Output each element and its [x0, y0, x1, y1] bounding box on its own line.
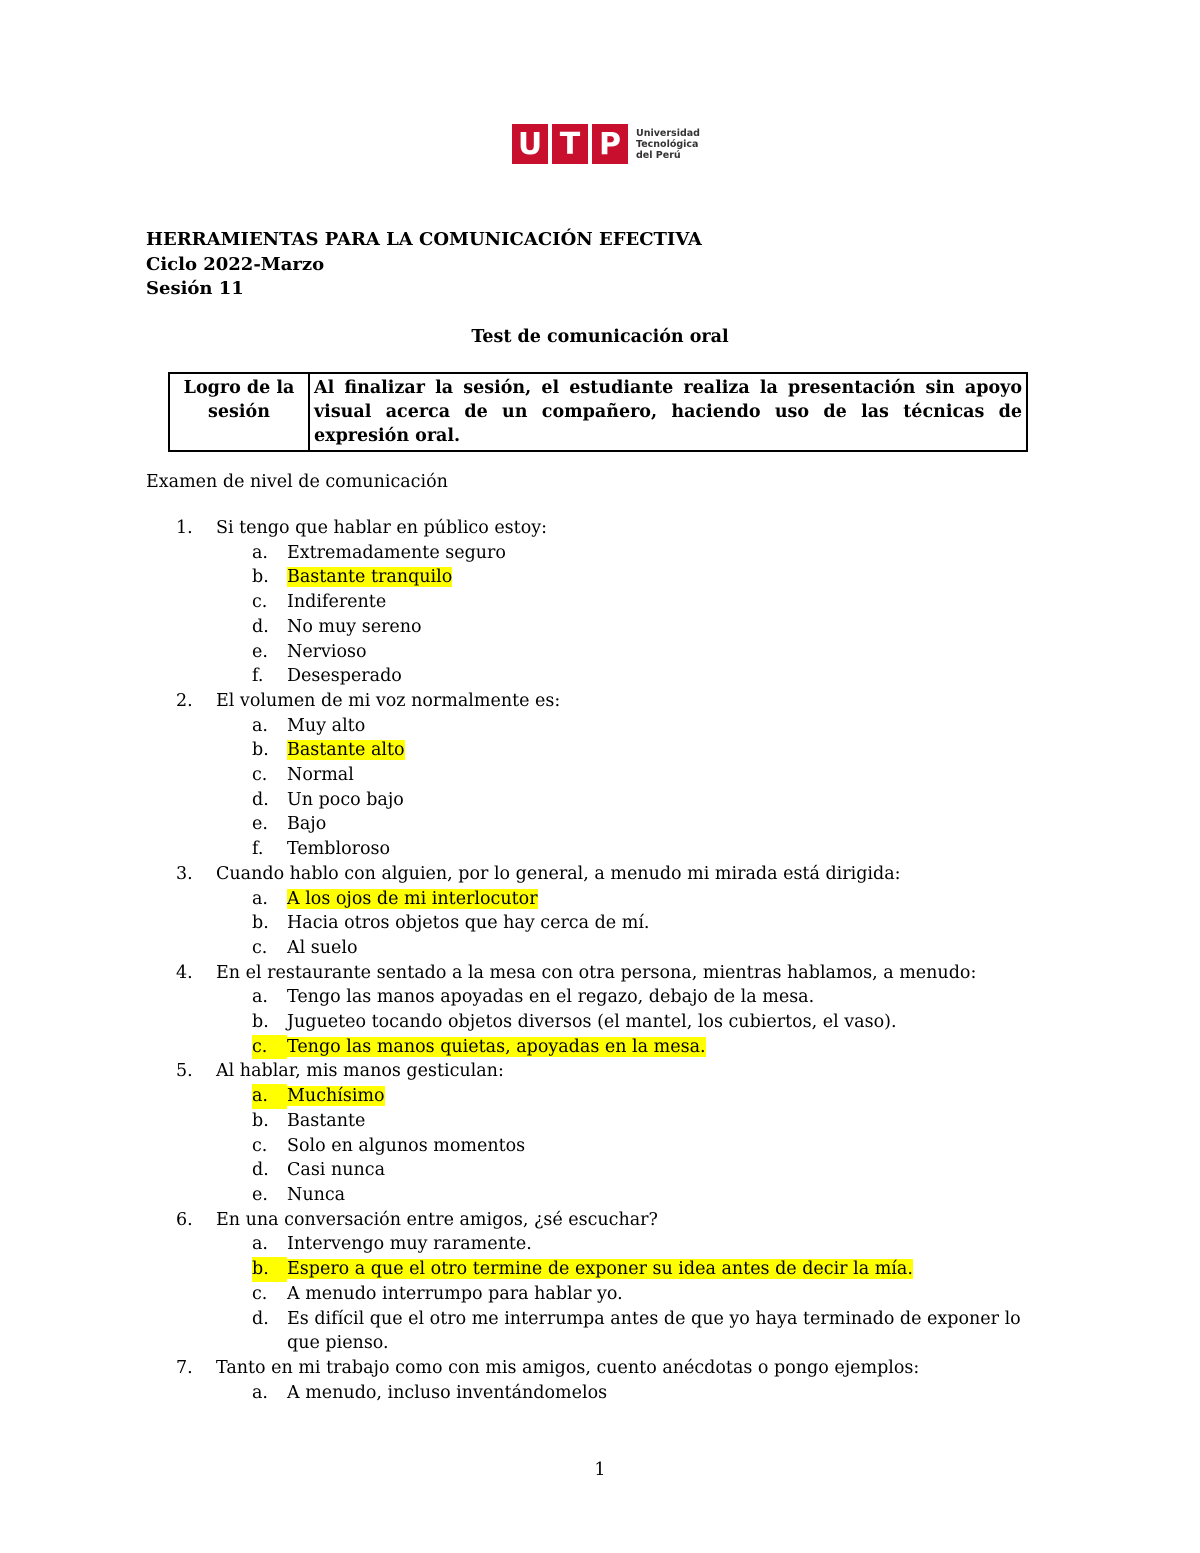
- option-4a: [176, 985, 1036, 1010]
- option-letter: a.: [252, 542, 268, 563]
- question-number: 4.: [176, 962, 193, 983]
- option-text: Tembloroso: [287, 839, 391, 860]
- option-6d: [176, 1307, 1036, 1356]
- highlighted-answer: Muchísimo: [287, 1086, 385, 1107]
- option-text: Normal: [287, 765, 354, 786]
- document-heading: [146, 228, 702, 302]
- option-1f: [176, 664, 1036, 689]
- option-letter: b.: [252, 1257, 287, 1282]
- option-text: Nervioso: [287, 641, 367, 662]
- logo-text: [636, 128, 700, 161]
- highlighted-answer: Tengo las manos quietas, apoyadas en la mesa.: [287, 1036, 706, 1057]
- option-letter: c.: [252, 1035, 287, 1060]
- course-title: HERRAMIENTAS PARA LA COMUNICACIÓN EFECTIVA: [146, 229, 702, 250]
- option-text: Hacia otros objetos que hay cerca de mí.: [287, 913, 650, 934]
- option-letter: d.: [252, 1160, 269, 1181]
- utp-logo: [512, 124, 700, 164]
- question-list: [176, 516, 1036, 1405]
- achievement-table: [168, 372, 1028, 452]
- question-5: [176, 1059, 1036, 1084]
- logo-letter-t: T: [552, 124, 588, 164]
- question-number: 3.: [176, 863, 193, 884]
- option-text: Jugueteo tocando objetos diversos (el mantel, los cubiertos, el vaso).: [287, 1012, 897, 1033]
- question-2: [176, 689, 1036, 714]
- option-2a: [176, 714, 1036, 739]
- option-2e: [176, 812, 1036, 837]
- highlighted-answer: Espero a que el otro termine de exponer su idea antes de decir la mía.: [287, 1259, 913, 1280]
- option-1d: [176, 615, 1036, 640]
- option-text: Un poco bajo: [287, 789, 404, 810]
- question-text: En una conversación entre amigos, ¿sé escuchar?: [216, 1209, 658, 1230]
- option-letter: f.: [252, 839, 264, 860]
- option-text: Al suelo: [287, 937, 358, 958]
- achievement-text: Al finalizar la sesión, el estudiante realiza la presentación sin apoyo visual acerca de un compañero, haciendo uso de las técnicas de expresión oral.: [309, 373, 1027, 451]
- option-4b: [176, 1010, 1036, 1035]
- option-text: A menudo, incluso inventándomelos: [287, 1382, 608, 1403]
- question-text: Si tengo que hablar en público estoy:: [216, 518, 548, 538]
- question-3: [176, 862, 1036, 887]
- option-letter: f.: [252, 666, 264, 687]
- logo-line-2: Tecnológica: [636, 138, 699, 150]
- cycle-label: Ciclo 2022-Marzo: [146, 253, 325, 275]
- highlighted-answer: A los ojos de mi interlocutor: [287, 888, 538, 909]
- achievement-label: Logro de la sesión: [169, 373, 309, 451]
- option-3c: [176, 936, 1036, 961]
- question-number: 7.: [176, 1357, 193, 1378]
- option-text: No muy sereno: [287, 616, 422, 637]
- option-text: Tengo las manos apoyadas en el regazo, debajo de la mesa.: [287, 987, 815, 1008]
- option-5d: [176, 1158, 1036, 1183]
- question-7: [176, 1356, 1036, 1381]
- question-text: Tanto en mi trabajo como con mis amigos, cuento anécdotas o pongo ejemplos:: [216, 1357, 920, 1378]
- option-text: Nunca: [287, 1184, 346, 1205]
- option-1b: [176, 565, 1036, 590]
- option-4c: [176, 1035, 1036, 1060]
- option-letter: a.: [252, 888, 268, 909]
- option-text: Bajo: [287, 814, 327, 835]
- question-text: En el restaurante sentado a la mesa con otra persona, mientras hablamos, a menudo:: [216, 962, 977, 983]
- option-7a: [176, 1381, 1036, 1406]
- option-text: Es difícil que el otro me interrumpa antes de que yo haya terminado de exponer lo que pienso.: [287, 1308, 1021, 1354]
- option-letter: a.: [252, 715, 268, 736]
- option-letter: c.: [252, 937, 268, 958]
- logo-letter-u: U: [512, 124, 548, 164]
- option-text: A menudo interrumpo para hablar yo.: [287, 1283, 623, 1304]
- option-6b: [176, 1257, 1036, 1282]
- option-letter: b.: [252, 1012, 269, 1033]
- page-number: 1: [594, 1460, 606, 1480]
- option-5a: [176, 1084, 1036, 1109]
- option-2f: [176, 837, 1036, 862]
- option-letter: b.: [252, 740, 269, 761]
- option-text: Intervengo muy raramente.: [287, 1234, 532, 1255]
- option-text: Muy alto: [287, 715, 366, 736]
- question-number: 5.: [176, 1061, 193, 1082]
- option-letter: b.: [252, 567, 269, 588]
- option-letter: d.: [252, 1308, 269, 1329]
- option-letter: d.: [252, 789, 269, 810]
- option-letter: c.: [252, 1283, 268, 1304]
- option-letter: e.: [252, 1184, 268, 1205]
- question-4: [176, 961, 1036, 986]
- option-text: Bastante: [287, 1110, 366, 1131]
- option-letter: e.: [252, 814, 268, 835]
- highlighted-answer: Bastante tranquilo: [287, 567, 453, 588]
- option-letter: c.: [252, 1135, 268, 1156]
- question-text: Al hablar, mis manos gesticulan:: [216, 1061, 504, 1082]
- option-text: Casi nunca: [287, 1160, 386, 1181]
- option-3b: [176, 911, 1036, 936]
- option-letter: c.: [252, 592, 268, 613]
- session-label: Sesión 11: [146, 278, 244, 299]
- option-1a: [176, 541, 1036, 566]
- question-text: El volumen de mi voz normalmente es:: [216, 690, 561, 711]
- option-3a: [176, 887, 1036, 912]
- option-1c: [176, 590, 1036, 615]
- option-2d: [176, 788, 1036, 813]
- option-text: Extremadamente seguro: [287, 542, 506, 563]
- question-number: 2.: [176, 690, 193, 711]
- option-letter: e.: [252, 641, 268, 662]
- option-letter: b.: [252, 913, 269, 934]
- question-6: [176, 1208, 1036, 1233]
- question-1: [176, 516, 1036, 541]
- option-letter: a.: [252, 1382, 268, 1403]
- question-number: 6.: [176, 1209, 193, 1230]
- option-1e: [176, 640, 1036, 665]
- test-title: Test de comunicación oral: [471, 327, 729, 347]
- logo-letter-p: P: [592, 124, 628, 164]
- option-6c: [176, 1282, 1036, 1307]
- option-letter: a.: [252, 987, 268, 1008]
- option-letter: d.: [252, 616, 269, 637]
- option-2c: [176, 763, 1036, 788]
- option-5c: [176, 1134, 1036, 1159]
- option-text: Indiferente: [287, 592, 387, 613]
- option-5b: [176, 1109, 1036, 1134]
- option-letter: c.: [252, 765, 268, 786]
- logo-line-1: Universidad: [636, 127, 700, 139]
- option-text: Solo en algunos momentos: [287, 1135, 526, 1156]
- logo-line-3: del Perú: [636, 149, 681, 161]
- exam-intro: Examen de nivel de comunicación: [146, 472, 448, 492]
- option-5e: [176, 1183, 1036, 1208]
- option-letter: a.: [252, 1084, 287, 1109]
- option-letter: a.: [252, 1234, 268, 1255]
- highlighted-answer: Bastante alto: [287, 740, 405, 761]
- question-number: 1.: [176, 518, 193, 538]
- option-letter: b.: [252, 1110, 269, 1131]
- option-text: Desesperado: [287, 666, 402, 687]
- question-text: Cuando hablo con alguien, por lo general, a menudo mi mirada está dirigida:: [216, 863, 901, 884]
- option-2b: [176, 738, 1036, 763]
- option-6a: [176, 1232, 1036, 1257]
